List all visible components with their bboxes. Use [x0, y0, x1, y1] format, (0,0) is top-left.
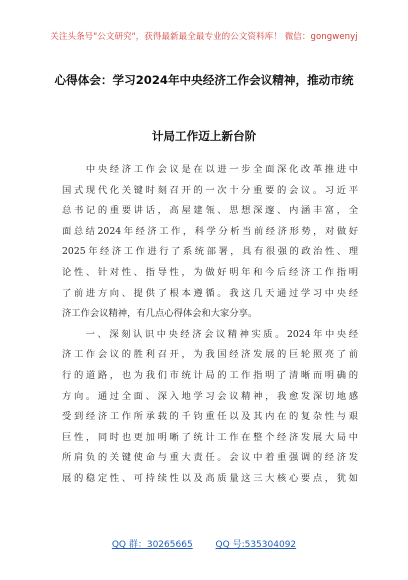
qq-number-link[interactable]: QQ 号:535304092	[215, 540, 297, 550]
body-line: 所肩负的关键使命与重大责任。会议中着重强调的经济发	[62, 452, 358, 464]
body-line: 了前进方向、提供了根本遵循。我这几天通过学习中央经	[62, 287, 358, 299]
body-line: 行的道路，也为我们市统计局的工作指明了清晰而明确的	[62, 369, 358, 381]
body-line: 面总结2024年经济工作，科学分析当前经济形势，对做好	[62, 225, 358, 237]
body-line: 论性、针对性、指导性，为做好明年和今后经济工作指明	[62, 266, 358, 278]
body-line: 展的稳定性、可持续性以及高质量这三大核心要点，犹如	[62, 472, 358, 484]
footer-contact	[0, 537, 408, 550]
body-line: 巨性，同时也更加明晰了统计工作在整个经济发展大局中	[62, 431, 358, 443]
document-title-line-2: 计局工作迈上新台阶	[151, 129, 257, 143]
body-line: 济工作会议精神，有几点心得体会和大家分享。	[62, 308, 258, 320]
body-line: 受到经济工作所承载的千钧重任以及其内在的复杂性与艰	[62, 411, 358, 423]
body-line: 2025年经济工作进行了系统部署，具有很强的政治性、理	[62, 246, 358, 258]
document-title-line-1: 心得体会：学习2024年中央经济工作会议精神，推动市统	[54, 73, 354, 87]
body-line: 国式现代化关键时刻召开的一次十分重要的会议。习近平	[62, 184, 358, 196]
qq-group-link[interactable]: QQ 群：30265665	[111, 540, 193, 550]
body-line: 济工作会议的胜利召开，为我国经济发展的巨轮照亮了前	[62, 349, 358, 361]
body-line: 总书记的重要讲话，高屋建瓴、思想深邃、内涵丰富，全	[62, 205, 358, 217]
body-line: 方向。通过全面、深入地学习会议精神，我愈发深切地感	[62, 390, 358, 402]
body-line: 一、深刻认识中央经济会议精神实质。2024年中央经	[62, 328, 358, 340]
document-body	[62, 160, 358, 490]
header-notice: 关注头条号"公文研究"，获得最新最全最专业的公文资料库！ 微信：gongwenyj	[50, 32, 358, 42]
body-line: 中央经济工作会议是在以进一步全面深化改革推进中	[62, 164, 358, 175]
